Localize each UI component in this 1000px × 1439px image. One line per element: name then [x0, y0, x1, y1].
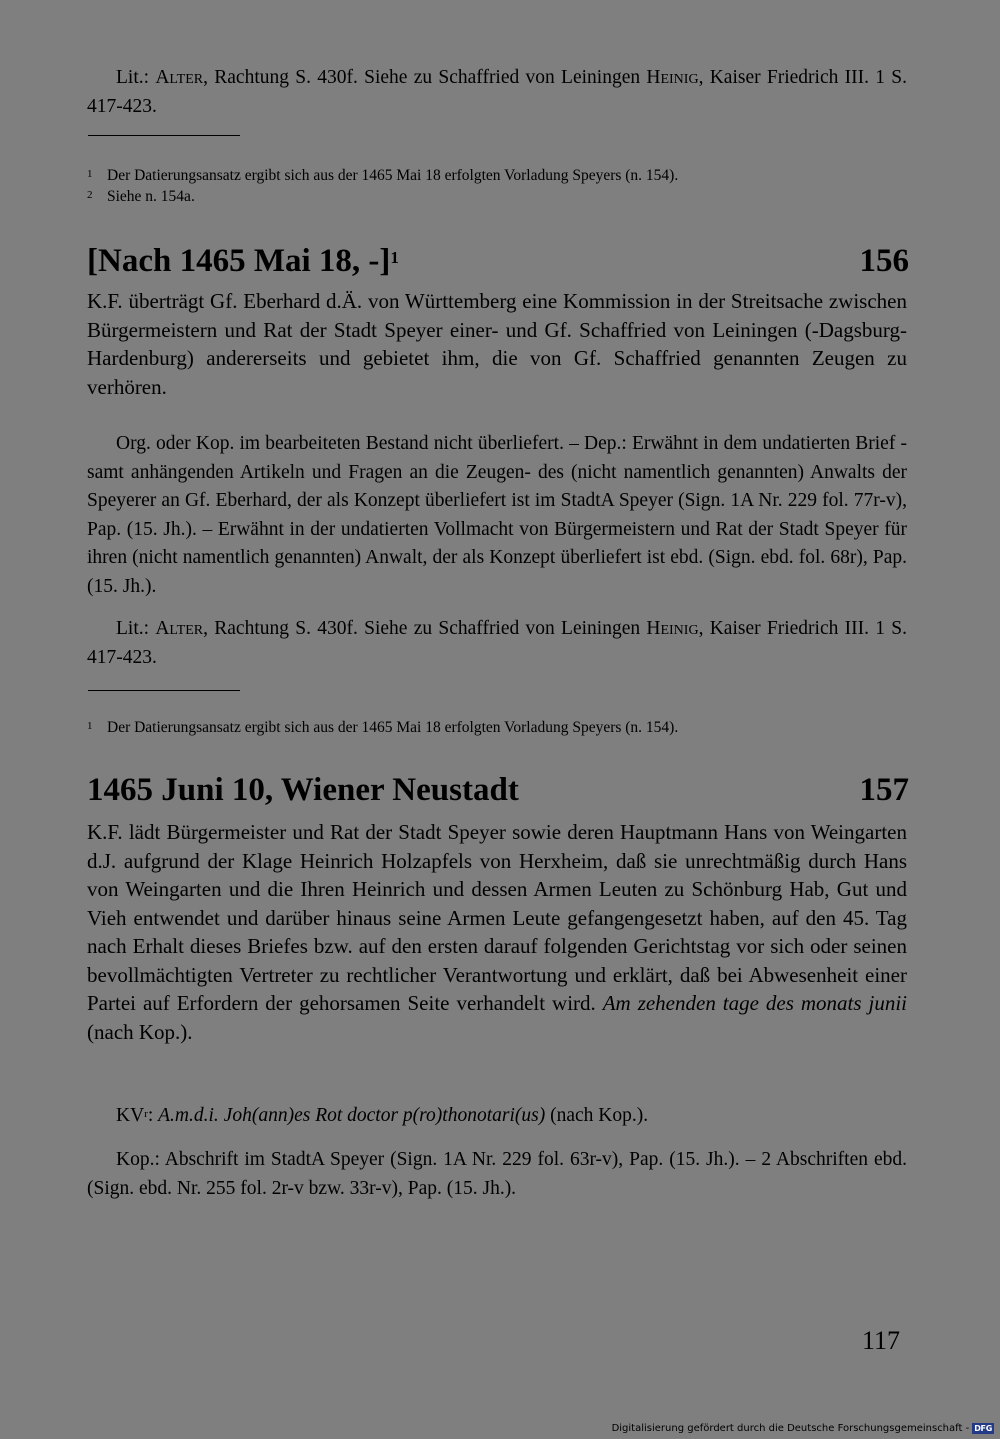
author-alter: Alter — [155, 67, 204, 88]
entry-156-heading: [Nach 1465 Mai 18, -]$^1$ 156 — [87, 243, 909, 279]
entry-156-literature: Lit.: Alter, Rachtung S. 430f. Siehe zu Schaffried von Leiningen Heinig, Kaiser Friedrich III. 1 S. 417-423. — [87, 618, 907, 668]
footnote-divider — [88, 690, 240, 691]
entry-157-regest: K.F. lädt Bürgermeister und Rat der Stadt Speyer sowie deren Hauptmann Hans von Weingarten d.J. aufgrund der Klage Heinrich Holzapfels von Herxheim, daß sie unrechtmäßig durch Hans von Weingarten und die Ihren Heinrich und dessen Armen Leuten zu Schönburg Hab, Gut und Vieh entwendet und darüber hinaus seine Armen Leute gefangengesetzt haben, auf den 45. Tag nach Erhalt dieses Briefes bzw. auf den ersten darauf folgenden Gerichtstag vor sich oder seinen bevollmächtigten Vertreter zu rechtlicher Verantwortung und erklärt, daß bei Abwesenheit einer Partei auf Erfordern der gehorsamen Seite verhandelt wird. Am zehenden tage des monats junii (nach Kop.). — [87, 820, 907, 1044]
page-number: 117 — [862, 1326, 901, 1355]
entry-156-regest: K.F. überträgt Gf. Eberhard d.Ä. von Württemberg eine Kommission in der Streitsache zwischen Bürgermeistern und Rat der Stadt Speyer einer- und Gf. Schaffried von Leiningen (-Dagsburg-Hardenburg) andererseits und gebietet ihm, die von Gf. Schaffried genannten Zeugen zu verhören. — [87, 289, 907, 399]
footnote-1-top: 1 Der Datierungsansatz ergibt sich aus der 1465 Mai 18 erfolgten Vorladung Speyers (n. 154). — [87, 167, 679, 184]
entry-156-footnote: 1 Der Datierungsansatz ergibt sich aus der 1465 Mai 18 erfolgten Vorladung Speyers (n. 154). — [87, 719, 679, 736]
author-heinig: Heinig — [646, 67, 699, 88]
footnote-divider — [88, 135, 240, 136]
footnote-2-top: 2 Siehe n. 154a. — [87, 188, 195, 205]
entry-156-note: Org. oder Kop. im bearbeiteten Bestand nicht überliefert. – Dep.: Erwähnt in dem undatierten Brief -samt anhängenden Artikeln und Fragen an die Zeugen- des (nicht namentlich genannten) Anwalts der Speyerer an Gf. Eberhard, der als Konzept überliefert ist im StadtA Speyer (Sign. 1A Nr. 229 fol. 77r-v), Pap. (15. Jh.). – Erwähnt in der undatierten Vollmacht von Bürgermeistern und Rat der Stadt Speyer für ihren (nicht namentlich genannten) Anwalt, der als Konzept überliefert ist ebd. (Sign. ebd. fol. 68r), Pap. (15. Jh.). — [87, 433, 907, 597]
funding-footer: Digitalisierung gefördert durch die Deutsche Forschungsgemeinschaft - DFG — [611, 1423, 992, 1434]
entry-157-number: 157 — [859, 772, 909, 808]
entry-157-copies: Kop.: Abschrift im StadtA Speyer (Sign. 1A Nr. 229 fol. 63r-v), Pap. (15. Jh.). – 2 Abschriften ebd. (Sign. ebd. Nr. 255 fol. 2r-v bzw. 33r-v), Pap. (15. Jh.). — [87, 1149, 907, 1199]
entry-156-number: 156 — [859, 243, 909, 279]
entry-157-heading: 1465 Juni 10, Wiener Neustadt 157 — [87, 772, 909, 808]
top-literature: Lit.: Alter, Rachtung S. 430f. Siehe zu Schaffried von Leiningen Heinig, Kaiser Friedrich III. 1 S. 417-423. — [87, 67, 907, 117]
entry-157-kv: $KV^r$: A.m.d.i. Joh(ann)es Rot doctor p(ro)thonotari(us) (nach Kop.). — [116, 1105, 649, 1126]
dfg-logo: DFG — [974, 1424, 992, 1433]
